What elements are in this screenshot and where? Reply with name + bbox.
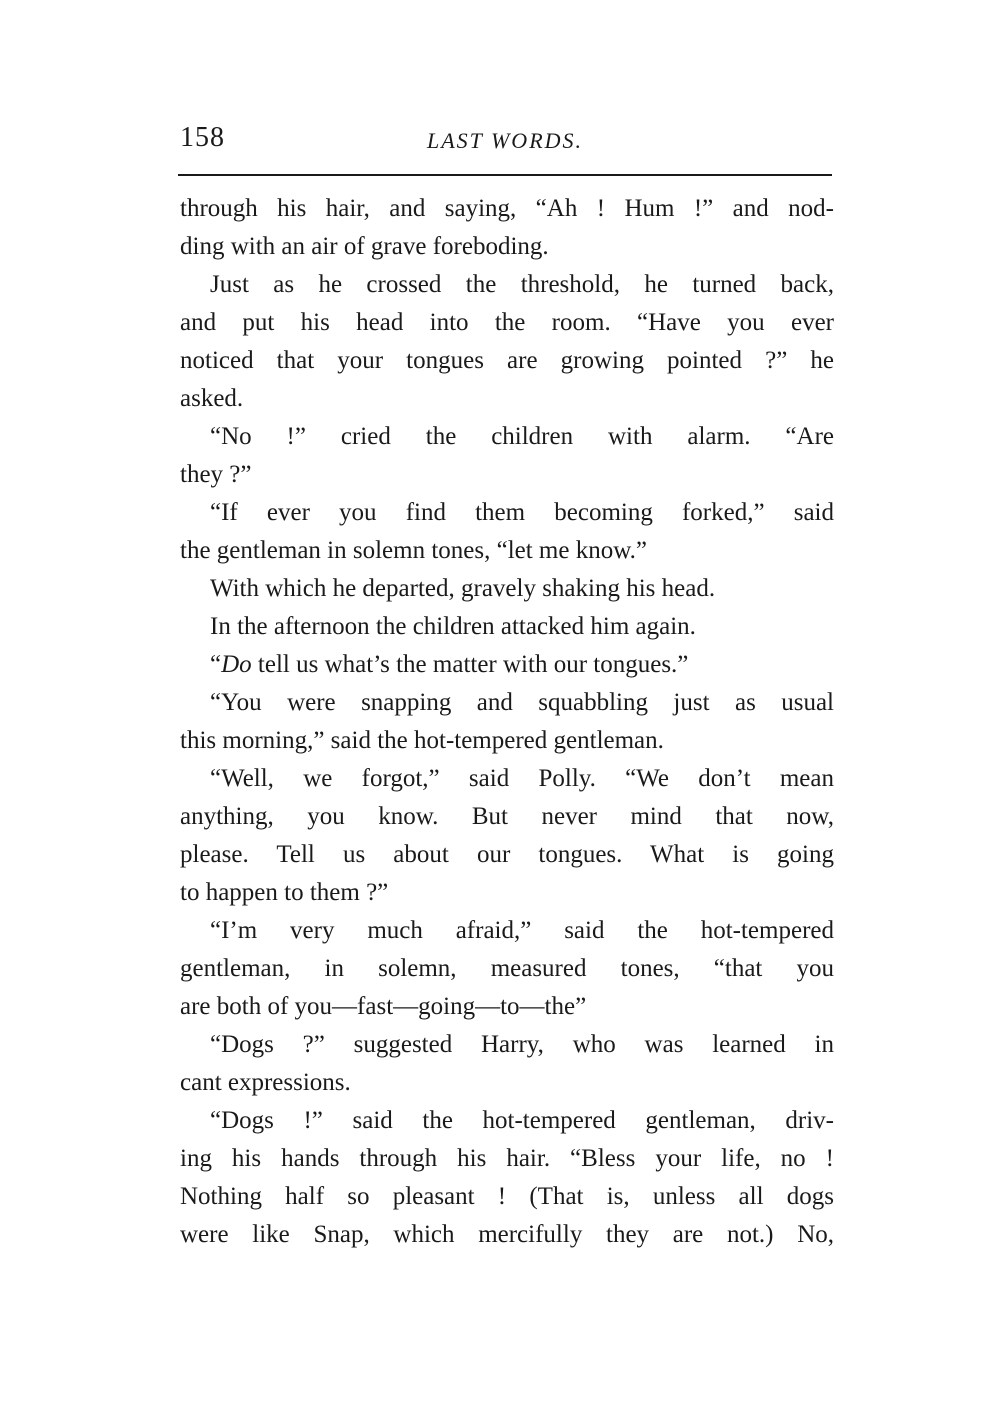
body-text (180, 190, 834, 1254)
text-line: they ?” (180, 461, 252, 488)
text-line: “Well, we forgot,” said Polly. “We don’t mean (210, 765, 834, 792)
text-line: “I’m very much afraid,” said the hot-tempered (210, 917, 834, 944)
text-line: noticed that your tongues are growing pointed ?” he (180, 347, 834, 374)
text-line: Just as he crossed the threshold, he turned back, (210, 271, 834, 298)
header-rule (178, 174, 832, 176)
text-line: please. Tell us about our tongues. What is going (180, 841, 834, 868)
text-line: ing his hands through his hair. “Bless your life, no ! (180, 1145, 834, 1172)
running-title: LAST WORDS. (426, 128, 584, 153)
text-line: “Dogs ?” suggested Harry, who was learned in (210, 1031, 834, 1058)
text-line: the gentleman in solemn tones, “let me know.” (180, 537, 648, 564)
text-line: “Dogs !” said the hot-tempered gentleman, driv- (210, 1107, 834, 1134)
text-line: Nothing half so pleasant ! (That is, unless all dogs (180, 1183, 834, 1210)
text-line: and put his head into the room. “Have you ever (180, 309, 834, 336)
text-line: “If ever you find them becoming forked,” said (210, 499, 834, 526)
text-line: gentleman, in solemn, measured tones, “that you (180, 955, 834, 982)
text-line: “You were snapping and squabbling just as usual (210, 689, 834, 716)
text-line: were like Snap, which mercifully they are not.) No, (180, 1221, 834, 1248)
text-line: anything, you know. But never mind that now, (180, 803, 834, 830)
text-line: With which he departed, gravely shaking his head. (210, 575, 716, 602)
text-line: ding with an air of grave foreboding. (180, 233, 549, 260)
line-remainder: tell us what’s the matter with our tongues.” (251, 651, 689, 678)
text-line: to happen to them ?” (180, 879, 389, 906)
page-header (180, 122, 830, 162)
text-line: are both of you—fast—going—to—the” (180, 993, 587, 1020)
italic-emphasis: Do (221, 651, 252, 678)
page-number: 158 (180, 122, 225, 153)
text-line: asked. (180, 385, 244, 412)
text-line: through his hair, and saying, “Ah ! Hum !” and nod- (180, 195, 834, 222)
text-line: “No !” cried the children with alarm. “Are (210, 423, 834, 450)
text-line (180, 646, 834, 684)
text-line: cant expressions. (180, 1069, 351, 1096)
text-line: In the afternoon the children attacked him again. (210, 613, 696, 640)
open-quote: “ (210, 651, 222, 678)
text-line: this morning,” said the hot-tempered gentleman. (180, 727, 664, 754)
